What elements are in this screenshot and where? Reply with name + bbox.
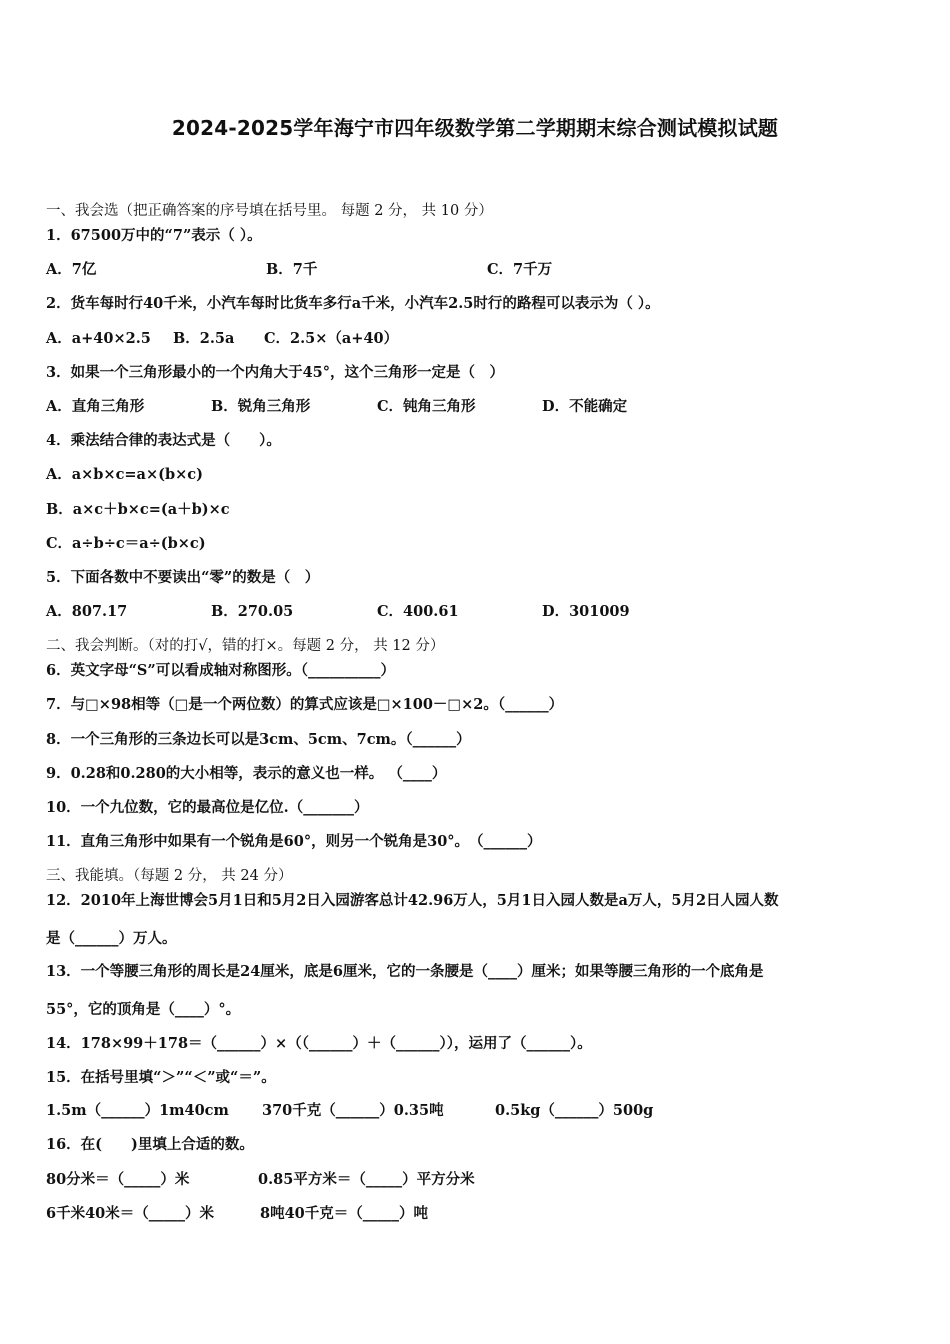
- question-8: 8．一个三角形的三条边长可以是3cm、5cm、7cm。（______）: [46, 731, 471, 748]
- q1-option-b: B．7千: [266, 261, 318, 278]
- question-15: 15．在括号里填“＞”“＜”或“＝”。: [46, 1069, 276, 1086]
- section-3-heading: 三、我能填。（每题 2 分， 共 24 分）: [46, 868, 293, 884]
- question-5: 5．下面各数中不要读出“零”的数是（ ）: [46, 569, 320, 586]
- q15-part-3: 0.5kg（______）500g: [495, 1102, 654, 1119]
- question-13-line-1: 13．一个等腰三角形的周长是24厘米，底是6厘米，它的一条腰是（____）厘米；如果等腰三角形的一个底角是: [46, 963, 764, 980]
- question-13-line-2: 55°，它的顶角是（____）°。: [46, 1001, 241, 1018]
- question-12-line-2: 是（______）万人。: [46, 930, 177, 947]
- question-14: 14．178×99＋178＝（______）×（（______）＋（______）），运用了（______）。: [46, 1035, 592, 1052]
- q3-option-b: B．锐角三角形: [211, 398, 311, 415]
- q4-option-b: B．a×c＋b×c=(a＋b)×c: [46, 501, 230, 518]
- question-11: 11．直角三角形中如果有一个锐角是60°，则另一个锐角是30°。 （______）: [46, 833, 542, 850]
- q5-option-c: C．400.61: [377, 603, 459, 620]
- q3-option-d: D．不能确定: [542, 398, 628, 415]
- q5-option-b: B．270.05: [211, 603, 294, 620]
- page-title: 2024-2025学年海宁市四年级数学第二学期期末综合测试模拟试题: [171, 116, 779, 140]
- q4-option-c: C．a÷b÷c＝a÷(b×c): [46, 535, 206, 552]
- question-7: 7．与□×98相等（□是一个两位数）的算式应该是□×100－□×2。（______）: [46, 696, 564, 713]
- q3-option-c: C．钝角三角形: [377, 398, 476, 415]
- q1-option-c: C．7千万: [487, 261, 553, 278]
- q16-part-2: 0.85平方米＝（_____）平方分米: [258, 1171, 475, 1188]
- q5-option-a: A．807.17: [46, 603, 128, 620]
- section-2-heading: 二、我会判断。（对的打√，错的打×。每题 2 分， 共 12 分）: [46, 638, 445, 654]
- question-10: 10．一个九位数，它的最高位是亿位.（_______）: [46, 799, 369, 816]
- q2-option-a: A．a+40×2.5: [46, 330, 151, 347]
- q1-option-a: A．7亿: [46, 261, 97, 278]
- question-4: 4．乘法结合律的表达式是（ ）。: [46, 432, 281, 449]
- q4-option-a: A．a×b×c=a×(b×c): [46, 466, 203, 483]
- q16-part-1: 80分米＝（_____）米: [46, 1171, 190, 1188]
- question-1: 1．67500万中的“7”表示（ ）。: [46, 227, 262, 244]
- q2-option-b: B．2.5a: [173, 330, 235, 347]
- q16-part-4: 8吨40千克＝（_____）吨: [260, 1205, 429, 1222]
- q3-option-a: A．直角三角形: [46, 398, 145, 415]
- question-16: 16．在( )里填上合适的数。: [46, 1136, 254, 1153]
- q5-option-d: D．301009: [542, 603, 630, 620]
- q15-part-2: 370千克（______）0.35吨: [262, 1102, 444, 1119]
- section-1-heading: 一、我会选（把正确答案的序号填在括号里。 每题 2 分， 共 10 分）: [46, 203, 493, 219]
- question-12-line-1: 12．2010年上海世博会5月1日和5月2日入园游客总计42.96万人，5月1日入园人数是a万人，5月2日人园人数: [46, 892, 779, 909]
- question-3: 3．如果一个三角形最小的一个内角大于45°，这个三角形一定是（ ）: [46, 364, 505, 381]
- q15-part-1: 1.5m（______）1m40cm: [46, 1102, 229, 1119]
- question-6: 6．英文字母“S”可以看成轴对称图形。（__________）: [46, 662, 395, 679]
- q16-part-3: 6千米40米＝（_____）米: [46, 1205, 215, 1222]
- question-2: 2．货车每时行40千米，小汽车每时比货车多行a千米，小汽车2.5时行的路程可以表示为（ ）。: [46, 295, 660, 312]
- question-9: 9．0.28和0.280的大小相等，表示的意义也一样。 （____）: [46, 765, 447, 782]
- q2-option-c: C．2.5×（a+40）: [264, 330, 399, 347]
